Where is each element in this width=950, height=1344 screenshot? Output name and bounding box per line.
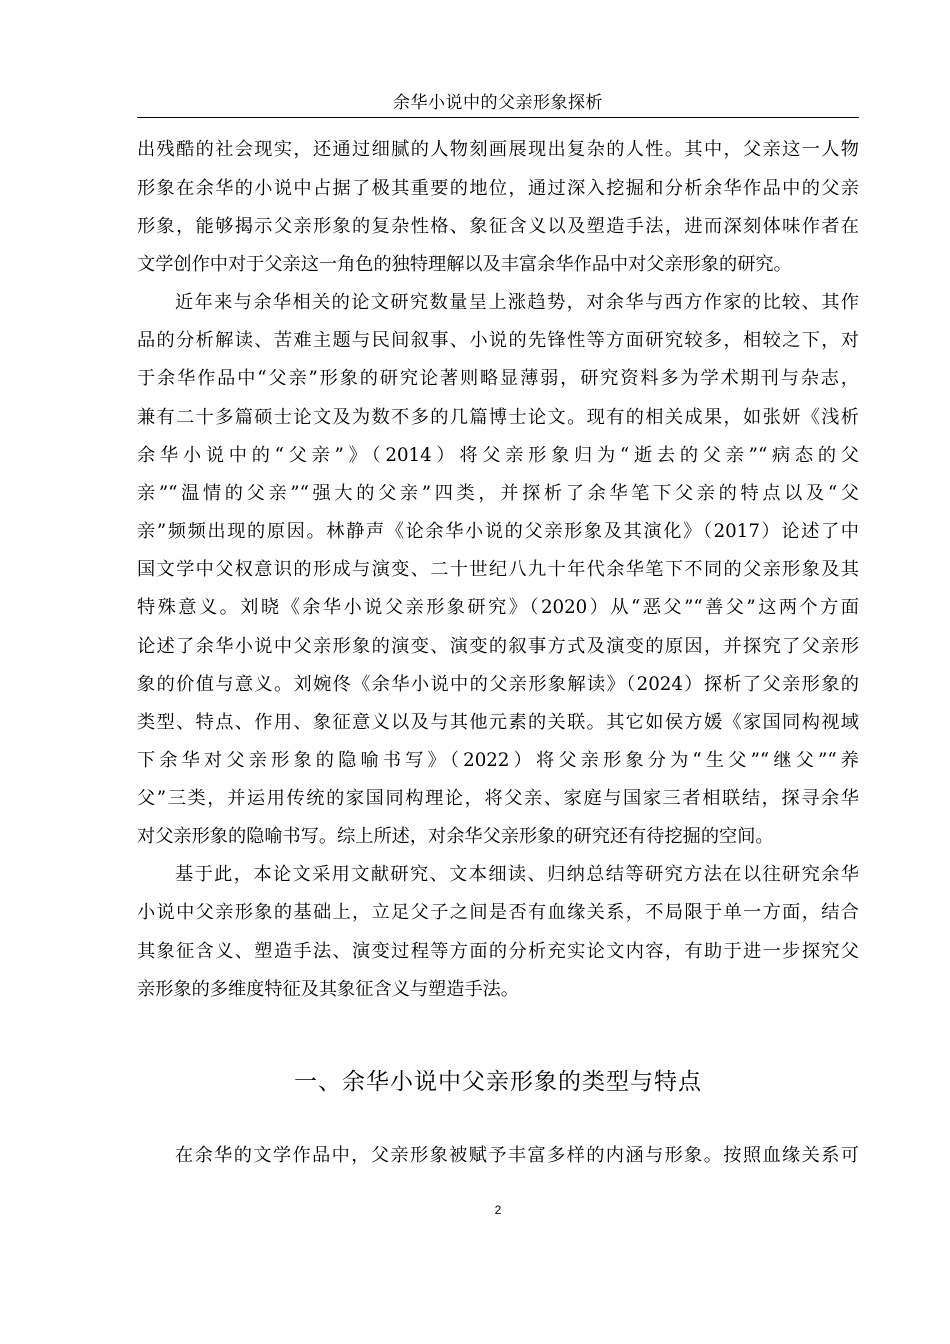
paragraph-1-line: 文学创作中对于父亲这一角色的独特理解以及丰富余华作品中对父亲形象的研究。 — [137, 254, 792, 275]
paragraph-2-line: 特殊意义。刘晓《余华小说父亲形象研究》（2020）从“恶父”“善父”这两个方面 — [137, 597, 859, 618]
page-number: 2 — [494, 1203, 502, 1217]
section-heading: 一、余华小说中父亲形象的类型与特点 — [294, 1069, 702, 1095]
paragraph-4-line: 在余华的文学作品中，父亲形象被赋予丰富多样的内涵与形象。按照血缘关系可 — [175, 1145, 859, 1166]
paragraph-3-line: 亲形象的多维度特征及其象征含义与塑造手法。 — [137, 979, 519, 1000]
header-rule — [137, 117, 859, 118]
paragraph-2-line: 兼有二十多篇硕士论文及为数不多的几篇博士论文。现有的相关成果，如张妍《浅析 — [137, 407, 859, 428]
paragraph-2-line: 类型、特点、作用、象征意义以及与其他元素的关联。其它如侯方媛《家国同构视域 — [137, 712, 859, 733]
paragraph-1-line: 形象，能够揭示父亲形象的复杂性格、象征含义以及塑造手法，进而深刻体味作者在 — [137, 216, 859, 237]
paragraph-2-line: 余华小说中的“父亲”》（2014）将父亲形象归为“逝去的父亲”“病态的父 — [137, 445, 859, 466]
paragraph-1-line: 形象在余华的小说中占据了极其重要的地位，通过深入挖掘和分析余华作品中的父亲 — [137, 178, 859, 199]
paragraph-3-line: 小说中父亲形象的基础上，立足父子之间是否有血缘关系，不局限于单一方面，结合 — [137, 902, 859, 923]
paragraph-2-line: 品的分析解读、苦难主题与民间叙事、小说的先锋性等方面研究较多，相较之下，对 — [137, 330, 859, 351]
running-header: 余华小说中的父亲形象探析 — [393, 93, 603, 113]
paragraph-3-line: 其象征含义、塑造手法、演变过程等方面的分析充实论文内容，有助于进一步探究父 — [137, 941, 859, 962]
paragraph-2-line: 近年来与余华相关的论文研究数量呈上涨趋势，对余华与西方作家的比较、其作 — [175, 292, 859, 313]
paragraph-2-line: 亲”频频出现的原因。林静声《论余华小说的父亲形象及其演化》（2017）论述了中 — [137, 521, 859, 542]
paragraph-2-line: 象的价值与意义。刘婉佟《余华小说中的父亲形象解读》（2024）探析了父亲形象的 — [137, 674, 859, 695]
paragraph-2-line: 父”三类，并运用传统的家国同构理论，将父亲、家庭与国家三者相联结，探寻余华 — [137, 788, 859, 809]
paragraph-2-line: 论述了余华小说中父亲形象的演变、演变的叙事方式及演变的原因，并探究了父亲形 — [137, 636, 859, 657]
paragraph-2-line: 对父亲形象的隐喻书写。综上所述，对余华父亲形象的研究还有待挖掘的空间。 — [137, 826, 774, 847]
paragraph-1-line: 出残酷的社会现实，还通过细腻的人物刻画展现出复杂的人性。其中，父亲这一人物 — [137, 139, 859, 160]
paragraph-2-line: 亲”“温情的父亲”“强大的父亲”四类，并探析了余华笔下父亲的特点以及“父 — [137, 483, 859, 504]
paragraph-2-line: 下余华对父亲形象的隐喻书写》（2022）将父亲形象分为“生父”“继父”“养 — [137, 750, 859, 771]
paragraph-3-line: 基于此，本论文采用文献研究、文本细读、归纳总结等研究方法在以往研究余华 — [175, 864, 859, 885]
paragraph-2-line: 于余华作品中“父亲”形象的研究论著则略显薄弱，研究资料多为学术期刊与杂志， — [137, 368, 859, 389]
paragraph-2-line: 国文学中父权意识的形成与演变、二十世纪八九十年代余华笔下不同的父亲形象及其 — [137, 559, 859, 580]
